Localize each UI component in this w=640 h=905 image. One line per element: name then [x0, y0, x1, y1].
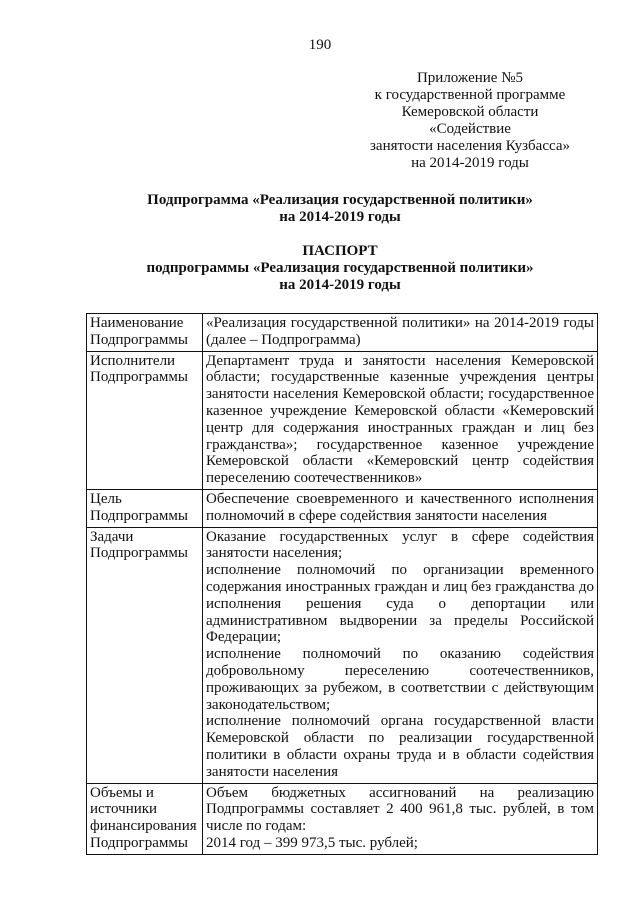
row-label: Цель Подпрограммы [87, 489, 203, 527]
row-value [203, 489, 598, 527]
passport-subheading: подпрограммы «Реализация государственной политики» [146, 260, 534, 276]
subprogram-title [60, 192, 620, 226]
appendix-line: Кемеровской области «Содействие [401, 104, 539, 137]
passport-period: на 2014-2019 годы [279, 277, 401, 293]
appendix-header [360, 70, 580, 172]
row-paragraph: Департамент труда и занятости населения Кемеровской области; государственные казенные учреждения центры занятости населения Кемеровской области; государственное казенное учреждение Кемеровской области «Кемеровский центр для содержания иностранных граждан и лиц без гражданства»; государственное казенное учреждение Кемеровской области «Кемеровский центр содействия переселению соотечественников» [206, 352, 594, 487]
row-value [203, 527, 598, 783]
appendix-line: на 2014-2019 годы [411, 155, 529, 171]
table-row [87, 351, 598, 489]
table-row [87, 527, 598, 783]
table-row [87, 314, 598, 352]
passport-table [86, 313, 598, 855]
row-paragraph: «Реализация государственной политики» на 2014-2019 годы (далее – Подпрограмма) [206, 315, 594, 348]
appendix-line: занятости населения Кузбасса» [369, 138, 570, 154]
passport-title [60, 243, 620, 294]
row-paragraph: Обеспечение своевременного и качественного исполнения полномочий в сфере содействия занятости населения [206, 490, 594, 524]
row-paragraph: 2014 год – 399 973,5 тыс. рублей; [206, 834, 418, 851]
appendix-line: к государственной программе [374, 87, 566, 103]
row-value [203, 314, 598, 352]
row-paragraph: исполнение полномочий органа государственной власти Кемеровской области по реализации государственной политики в области охраны труда и в области содействия занятости населения [206, 713, 594, 780]
row-value [203, 783, 598, 854]
row-label: Исполнители Подпрограммы [87, 351, 203, 489]
row-paragraph: Объем бюджетных ассигнований на реализацию Подпрограммы составляет 2 400 961,8 тыс. рублей, в том числе по годам: [206, 784, 594, 835]
table-row [87, 489, 598, 527]
row-label: Наименование Подпрограммы [87, 314, 203, 352]
row-label: Объемы и источники финансирования Подпрограммы [87, 783, 203, 854]
row-paragraph: Оказание государственных услуг в сфере содействия занятости населения; [206, 528, 594, 562]
subprogram-title-line: на 2014-2019 годы [279, 209, 401, 225]
row-value [203, 351, 598, 489]
row-label: Задачи Подпрограммы [87, 527, 203, 783]
row-paragraph: исполнение полномочий по оказанию содействия добровольному переселению соотечественников, проживающих за рубежом, в соответствии с действующим законодательством; [206, 646, 594, 713]
subprogram-title-line: Подпрограмма «Реализация государственной политики» [147, 192, 533, 208]
appendix-line: Приложение №5 [416, 70, 524, 86]
passport-heading: ПАСПОРТ [302, 243, 378, 259]
page-number: 190 [308, 37, 332, 53]
table-row [87, 783, 598, 854]
row-paragraph: исполнение полномочий по организации временного содержания иностранных граждан и лиц без гражданства до исполнения решения суда о депортации или административном выдворении за пределы Российской Федерации; [206, 562, 594, 646]
